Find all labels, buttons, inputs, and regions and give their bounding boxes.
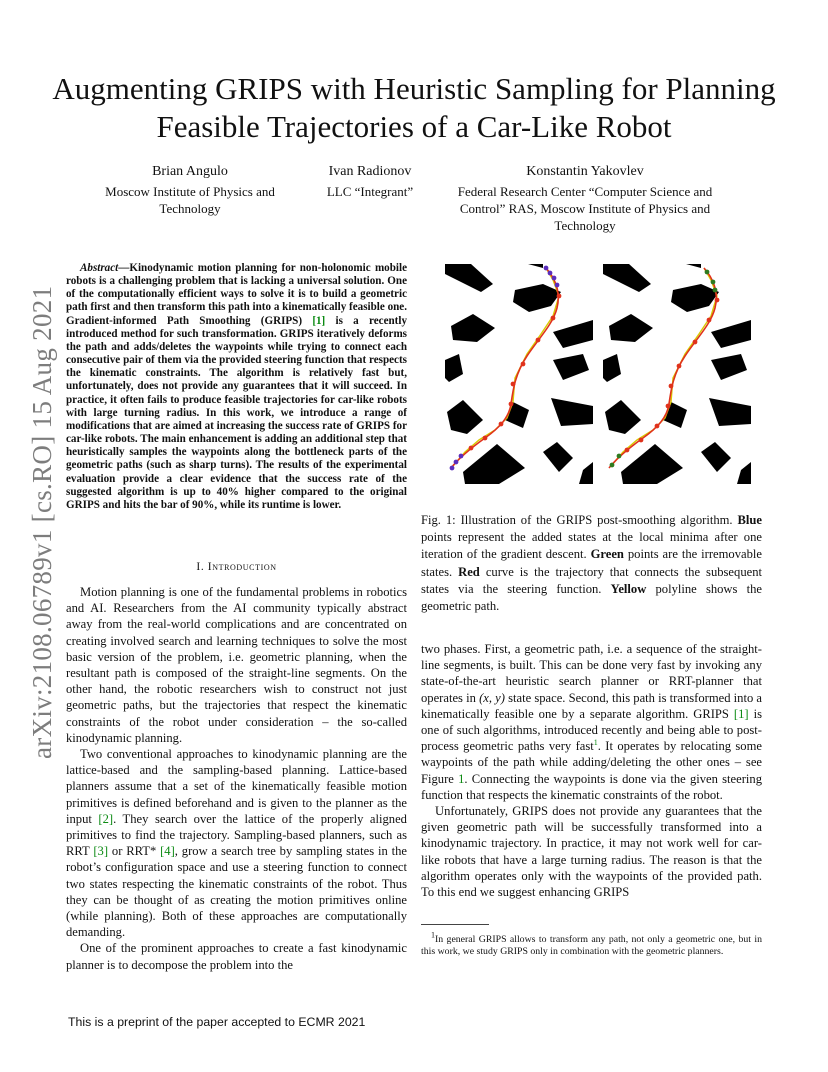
caption-keyword: Yellow	[610, 581, 647, 596]
waypoint-marker	[617, 454, 622, 459]
caption-keyword: Blue	[737, 513, 762, 527]
waypoint-marker	[715, 298, 720, 303]
right-column	[421, 641, 762, 900]
waypoint-marker	[450, 466, 455, 471]
waypoint-marker	[536, 338, 541, 343]
obstacle	[671, 284, 719, 312]
paragraph-text: . It operates by relocating some waypoints of the path while adding/deleting the other ones – see Figure	[421, 739, 762, 786]
waypoint-marker	[459, 454, 464, 459]
caption-keyword: Red	[458, 564, 480, 579]
waypoint-marker	[544, 266, 549, 271]
obstacle	[711, 320, 751, 348]
paragraph: Motion planning is one of the fundamental problems in robotics and AI. Researchers from the AI community typically abstract away from the real-world complications and are concentrated on creating involved search and learning techniques to solve the most basic version of the problem, i.e. geometric planning, when the resultant path is composed of the straight-line segments. On the other hand, the robotic researchers wish to construct not just geometric paths, but the trajectories that respect the kinematic constraints of the robot under consideration – the so-called kinodynamic planning.	[66, 585, 407, 745]
obstacle	[621, 444, 683, 484]
citation-link[interactable]: [2]	[98, 811, 114, 826]
intro-column	[66, 584, 407, 973]
waypoint-marker	[677, 364, 682, 369]
waypoint-marker	[483, 436, 488, 441]
paper-title: Augmenting GRIPS with Heuristic Sampling for Planning Feasible Trajectories of a Car-Like Robot	[52, 71, 776, 144]
paragraph: One of the prominent approaches to create a fast kinodynamic planner is to decompose the problem into the	[66, 941, 407, 972]
waypoint-marker	[521, 362, 526, 367]
figure-link[interactable]: 1	[458, 771, 465, 786]
waypoint-marker	[705, 270, 710, 275]
footnote-divider	[421, 924, 489, 925]
citation-link[interactable]: [3]	[93, 844, 109, 859]
waypoint-marker	[555, 283, 560, 288]
author-affiliation: LLC “Integrant”	[326, 184, 414, 199]
paragraph	[421, 641, 762, 803]
figure-caption	[421, 512, 762, 615]
caption-text: curve is the trajectory that connects the subsequent states via the steering function.	[421, 564, 763, 596]
author-name: Brian Angulo	[152, 164, 228, 179]
waypoint-marker	[454, 460, 459, 465]
obstacle	[551, 398, 593, 426]
obstacle	[528, 264, 543, 268]
caption-text: Illustration of the GRIPS post-smoothing algorithm.	[455, 513, 738, 527]
abstract-lead: Abstract	[80, 262, 119, 274]
paragraph-text: state space. Second, this path is transformed into a kinematically feasible one by a separate algorithm. GRIPS	[421, 690, 762, 721]
arxiv-stamp: arXiv:2108.06789v1 [cs.RO] 15 Aug 2021	[27, 285, 57, 759]
obstacle	[709, 398, 751, 426]
citation-link[interactable]: [1]	[733, 706, 749, 721]
waypoint-marker	[552, 276, 557, 281]
obstacle	[445, 354, 463, 382]
waypoint-marker	[610, 463, 615, 468]
waypoint-marker	[499, 422, 504, 427]
author-affiliation: Moscow Institute of Physics and Technology	[105, 184, 275, 216]
paragraph-text: two phases. First, a geometric path, i.e. a sequence of the straight-line segments, is built. This can be done very fast by invoking any state-of-the-art heuristic search planner or RRT-planner that operates in	[421, 642, 762, 705]
author-name: Ivan Radionov	[328, 164, 412, 179]
grips-illustration	[443, 262, 765, 484]
math-inline: (x, y)	[479, 690, 505, 705]
red-points	[469, 294, 562, 451]
abstract	[66, 262, 407, 512]
obstacle	[609, 314, 653, 342]
footnote	[421, 930, 762, 959]
waypoint-marker	[509, 402, 514, 407]
author-affiliation: Federal Research Center “Computer Science and Control” RAS, Moscow Institute of Physics and Technology	[457, 184, 713, 233]
waypoint-marker	[511, 382, 516, 387]
author-block	[95, 163, 285, 217]
footnote-mark[interactable]: 1	[593, 738, 598, 748]
waypoint-marker	[713, 288, 718, 293]
obstacle	[553, 320, 593, 348]
paragraph: Unfortunately, GRIPS does not provide any guarantees that the given geometric path will be successfully transformed into a kinodynamic trajectory. In practice, it may not work well for car-like robots that have a large turning radius. The reason is that the algorithm operates only with the waypoints of the provided path. To this end we suggest enhancing GRIPS	[421, 804, 762, 900]
author-block	[455, 163, 715, 234]
waypoint-marker	[711, 280, 716, 285]
obstacle	[701, 442, 731, 472]
caption-text: polyline shows the geometric path.	[421, 581, 762, 614]
section-heading	[66, 561, 407, 573]
waypoint-marker	[625, 448, 630, 453]
citation-link[interactable]: [1]	[312, 314, 326, 327]
obstacle	[447, 400, 483, 434]
author-name: Konstantin Yakovlev	[526, 164, 644, 179]
paragraph-text: . They search over the lattice of the properly aligned primitives to find the trajectory. Sampling-based planners, such as RRT	[66, 811, 407, 859]
waypoint-marker	[548, 271, 553, 276]
waypoint-marker	[469, 446, 474, 451]
obstacle	[605, 400, 641, 434]
paragraph-text: or RRT*	[108, 844, 161, 859]
obstacle	[686, 264, 701, 268]
waypoint-marker	[639, 438, 644, 443]
waypoint-marker	[655, 424, 660, 429]
paragraph-text: , grow a search tree by sampling states in the robot’s configuration space and use a steering function to connect two states respecting the kinematic constraints of the robot. Thus they can be thought of as creating the motion primitives online (while planning). Both of these approaches are computationally demanding.	[66, 844, 407, 940]
obstacle	[553, 354, 589, 380]
footnote-text: In general GRIPS allows to transform any path, not only a geometric one, but in this work, we study GRIPS only in combination with the geometric planners.	[421, 934, 762, 958]
obstacle	[543, 442, 573, 472]
caption-keyword: Green	[590, 547, 624, 562]
waypoint-marker	[557, 294, 562, 299]
abstract-text: —Kinodynamic motion planning for non-holonomic mobile robots is a challenging problem that is lacking a universal solution. One of the computationally efficient ways to solve it is to build a geometric path first and then transform this path into a kinematically feasible one. Gradient-informed Path Smoothing (GRIPS)	[66, 262, 407, 327]
obstacle	[451, 314, 495, 342]
waypoint-marker	[669, 384, 674, 389]
footnote-number: 1	[431, 930, 435, 940]
caption-text: points represent the added states at the local minima after one iteration of the gradient descent.	[421, 530, 762, 562]
preprint-notice: This is a preprint of the paper accepted to ECMR 2021	[68, 1015, 366, 1029]
paragraph-text: is one of such algorithms, introduced recently and being able to post-process geometric paths very fast	[421, 706, 762, 754]
obstacle	[603, 264, 651, 292]
author-block	[300, 163, 440, 200]
section-title: Introduction	[207, 561, 277, 573]
obstacle	[737, 462, 751, 484]
obstacle	[579, 462, 593, 484]
obstacle	[513, 284, 561, 312]
waypoint-marker	[707, 318, 712, 323]
citation-link[interactable]: [4]	[160, 844, 175, 859]
obstacle	[711, 354, 747, 380]
paragraph-text: . Connecting the waypoints is done via the given steering function that respects the kinematic constraints of the robot.	[421, 771, 762, 802]
obstacle	[603, 354, 621, 382]
section-number: I.	[196, 561, 205, 573]
waypoint-marker	[666, 404, 671, 409]
abstract-text: is a recently introduced method for such transformation. GRIPS iteratively deforms the path and adds/deletes the waypoints while trying to connect each consecutive pair of them via the provided steering function that respects the kinematic constraints. The algorithm is relatively fast but, unfortunately, does not provide any guarantees that it will succeed. In practice, it often fails to produce feasible trajectories for car-like robots with large turning radius. In this work, we introduce a range of modifications that are aimed at increasing the success rate of GRIPS for car-like robots. The main enhancement is adding an additional step that heuristically samples the waypoints along the bottleneck parts of the geometric paths (such as sharp turns). The results of the experimental evaluation provide a clear evidence that the success rate of the suggested algorithm is up to 40% higher compared to the original GRIPS and hits the bar of 90%, while its runtime is lower.	[66, 314, 407, 511]
caption-text: points are the irremovable states.	[421, 547, 762, 579]
waypoint-marker	[551, 316, 556, 321]
obstacle	[445, 264, 493, 292]
figure-label: Fig. 1:	[421, 513, 456, 527]
waypoint-marker	[693, 340, 698, 345]
paragraph-text: Two conventional approaches to kinodynamic planning are the lattice-based and the sampling-based planning. Lattice-based planners assume that a set of the kinematically feasible motion primitives is defined beforehand and is given to the planner as the input	[66, 747, 407, 826]
paragraph	[66, 746, 407, 940]
